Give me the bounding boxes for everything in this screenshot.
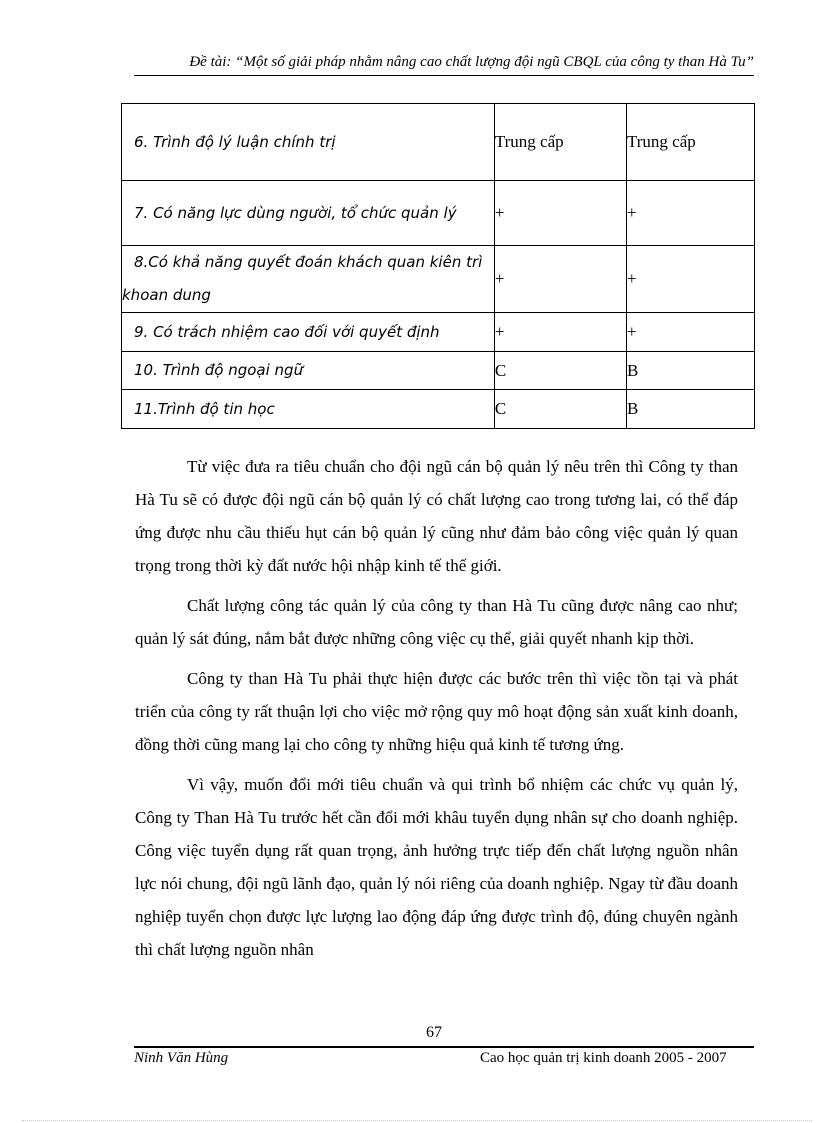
table-row	[122, 352, 755, 390]
criteria-table	[121, 103, 755, 429]
value-cell-2: B	[626, 390, 754, 429]
value-cell-2: B	[626, 352, 754, 390]
criterion-cell: 9. Có trách nhiệm cao đối với quyết định	[122, 313, 495, 352]
value-cell-1: +	[494, 313, 626, 352]
paragraph: Chất lượng công tác quản lý của công ty than Hà Tu cũng được nâng cao như; quản lý sát đúng, nắm bắt được những công việc cụ thể, giải quyết nhanh kịp thời.	[135, 596, 738, 648]
value-cell-1: Trung cấp	[494, 104, 626, 181]
value-cell-2: +	[626, 181, 754, 246]
criterion-cell: 6. Trình độ lý luận chính trị	[122, 104, 495, 181]
table-row	[122, 390, 755, 429]
value-cell-1: +	[494, 246, 626, 313]
table-row	[122, 313, 755, 352]
page-number: 67	[426, 1024, 442, 1041]
criterion-cell: 11.Trình độ tin học	[122, 390, 495, 429]
body-text	[135, 450, 738, 973]
footer-divider	[134, 1046, 754, 1048]
author-name: Ninh Văn Hùng	[134, 1050, 229, 1066]
value-cell-2: +	[626, 246, 754, 313]
value-cell-2: Trung cấp	[626, 104, 754, 181]
paragraph: Vì vậy, muốn đổi mới tiêu chuẩn và qui trình bổ nhiệm các chức vụ quản lý, Công ty Than Hà Tu trước hết cần đổi mới khâu tuyển dụng nhân sự cho doanh nghiệp. Công việc tuyển dụng rất quan trọng, ảnh hưởng trực tiếp đến chất lượng nguồn nhân lực nói chung, đội ngũ lãnh đạo, quản lý nói riêng của doanh nghiệp. Ngay từ đầu doanh nghiệp tuyển chọn được lực lượng lao động đáp ứng được trình độ, đúng chuyên ngành thì chất lượng nguồn nhân	[135, 775, 738, 959]
table-row	[122, 246, 755, 313]
table-row	[122, 181, 755, 246]
value-cell-1: +	[494, 181, 626, 246]
table-row	[122, 104, 755, 181]
running-header: Đề tài: “Một số giải pháp nhằm nâng cao chất lượng đội ngũ CBQL của công ty than Hà Tu”	[189, 54, 754, 70]
paragraph: Công ty than Hà Tu phải thực hiện được các bước trên thì việc tồn tại và phát triển của công ty rất thuận lợi cho việc mở rộng quy mô hoạt động sản xuất kinh doanh, đồng thời cũng mang lại cho công ty những hiệu quả kinh tế tương ứng.	[135, 669, 738, 754]
criterion-cell: 10. Trình độ ngoại ngữ	[122, 352, 495, 390]
page-edge	[22, 1120, 812, 1121]
value-cell-1: C	[494, 352, 626, 390]
paragraph: Từ việc đưa ra tiêu chuẩn cho đội ngũ cán bộ quản lý nêu trên thì Công ty than Hà Tu sẽ có được đội ngũ cán bộ quản lý có chất lượng cao trong tương lai, có thể đáp ứng được nhu cầu thiếu hụt cán bộ quản lý cũng như đảm bảo công việc quản lý quan trọng trong thời kỳ đất nước hội nhập kinh tế thế giới.	[135, 457, 738, 575]
header-divider	[134, 75, 754, 76]
criterion-cell: 7. Có năng lực dùng người, tổ chức quản lý	[122, 181, 495, 246]
criterion-cell: 8.Có khả năng quyết đoán khách quan kiên trì khoan dung	[122, 246, 495, 313]
value-cell-2: +	[626, 313, 754, 352]
program-name: Cao học quản trị kinh doanh 2005 - 2007	[480, 1050, 727, 1066]
value-cell-1: C	[494, 390, 626, 429]
